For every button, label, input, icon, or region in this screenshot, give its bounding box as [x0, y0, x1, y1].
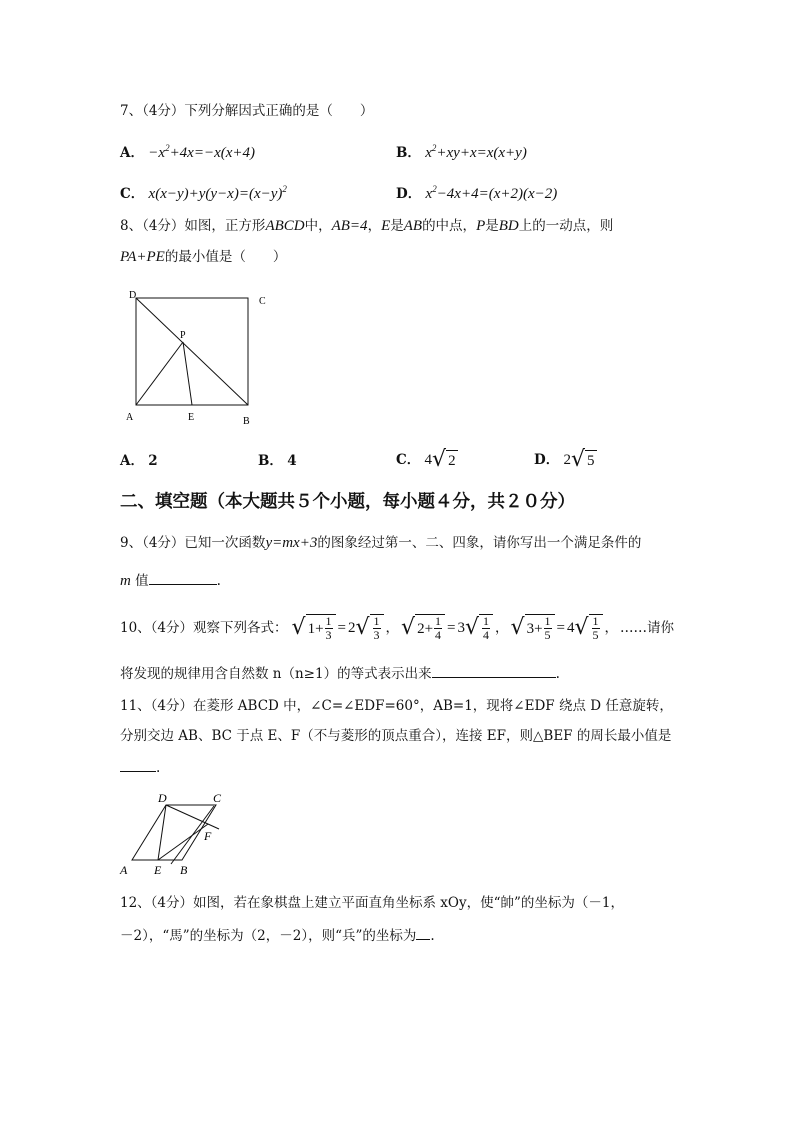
- q7-d-expr: $x^2-4x+4=(x+2)(x-2)$: [425, 184, 558, 202]
- label-e: E: [188, 412, 195, 423]
- q8-square-figure: [122, 288, 282, 428]
- label-f: F: [204, 829, 212, 843]
- segment-pa: [136, 342, 183, 405]
- q9-line1: 9、（4分）已知一次函数y=mx+3的图象经过第一、二、四象，请你写出一个满足条件的: [120, 535, 642, 551]
- q9-line2: m 值 .: [120, 570, 221, 591]
- q12-line2: －2），“馬”的坐标为（2，－2），则“兵”的坐标为 .: [120, 925, 435, 946]
- segment-de: [158, 805, 166, 860]
- q10-line1: 10、（4分）观察下列各式： √ 1 + $\frac{1}{3}$ = 2 √ $\frac{1}{3}$ ， √ 2 + $\frac{1}{4}$ = 3 √ $\frac{1}{4}$ ， √ 3 + $\frac{1}{5}$ = 4 √ $\frac{1}{5}$ ， ……请你: [120, 614, 675, 642]
- label-a: A: [120, 863, 128, 877]
- q8-d-sqrt: 2 √ 5: [563, 447, 595, 472]
- q9-answer-blank[interactable]: [149, 570, 217, 585]
- q7-c-expr: $x(x-y)+y(y-x)=(x-y)^2$: [148, 184, 287, 202]
- q12-line1: 12、（4分）如图，若在象棋盘上建立平面直角坐标系 xOy，使“帥”的坐标为（－1，: [120, 895, 625, 911]
- q11-line2: 分别交边 AB、BC 于点 E、F（不与菱形的顶点重合），连接 EF，则△BEF 的周长最小值是: [120, 728, 672, 744]
- q8-option-d[interactable]: D． 2 √ 5: [534, 447, 595, 472]
- diagonal-bd: [136, 298, 248, 405]
- q12-answer-blank[interactable]: [416, 925, 430, 940]
- segment-ef: [158, 824, 208, 860]
- q7-option-c[interactable]: C． $x(x-y)+y(y-x)=(x-y)^2$: [120, 184, 287, 202]
- q10-eq1: √ 1 + $\frac{1}{3}$ = 2 √ $\frac{1}{3}$: [292, 614, 384, 642]
- q10-line2: 将发现的规律用含自然数 n（n≥1）的等式表示出来 .: [120, 663, 560, 684]
- q8-stem-line1: 8、（4分）如图，正方形ABCD中，AB=4，E是AB的中点，P是BD上的一动点，则: [120, 218, 614, 234]
- label-d: D: [129, 290, 137, 301]
- q11-answer-blank[interactable]: [120, 757, 156, 772]
- segment-df: [166, 805, 219, 829]
- label-c: C: [259, 296, 266, 307]
- q8-stem-line2: PA+PE的最小值是（ ）: [120, 249, 287, 265]
- q7-option-b[interactable]: B． $x^2+xy+x=x(x+y)$: [396, 143, 527, 161]
- q11-rhombus-figure: [116, 788, 236, 880]
- label-d: D: [158, 791, 167, 805]
- label-b: B: [180, 863, 188, 877]
- q8-c-sqrt: 4 √ 2: [424, 447, 456, 472]
- label-c: C: [213, 791, 222, 805]
- label-a: A: [126, 412, 134, 423]
- section-heading: 二、填空题（本大题共５个小题，每小题４分，共２０分）: [120, 492, 575, 512]
- segment-pe: [183, 342, 192, 405]
- q10-eq3: √ 3 + $\frac{1}{5}$ = 4 √ $\frac{1}{5}$: [511, 614, 603, 642]
- q7-stem: 7、（4分）下列分解因式正确的是（ ）: [120, 103, 374, 119]
- label-e: E: [154, 863, 162, 877]
- q8-option-c[interactable]: C． 4 √ 2: [396, 447, 456, 472]
- q11-line1: 11、（4分）在菱形 ABCD 中，∠C=∠EDF=60°，AB=1，现将∠EDF 绕点 D 任意旋转，: [120, 698, 673, 714]
- q7-b-expr: $x^2+xy+x=x(x+y)$: [425, 143, 527, 161]
- q8-option-a[interactable]: A． 2: [120, 453, 158, 469]
- q10-answer-blank[interactable]: [432, 663, 556, 678]
- q7-option-d[interactable]: D． $x^2-4x+4=(x+2)(x-2)$: [396, 184, 558, 202]
- q7-option-a[interactable]: A． $-x^2+4x=-x(x+4)$: [120, 143, 256, 161]
- q8-option-b[interactable]: B． 4: [258, 453, 297, 469]
- q10-eq2: √ 2 + $\frac{1}{4}$ = 3 √ $\frac{1}{4}$: [401, 614, 493, 642]
- q7-a-expr: $-x^2+4x=-x(x+4)$: [148, 143, 256, 161]
- label-b: B: [243, 416, 250, 427]
- label-p: P: [180, 330, 186, 341]
- q11-line3: .: [120, 757, 160, 778]
